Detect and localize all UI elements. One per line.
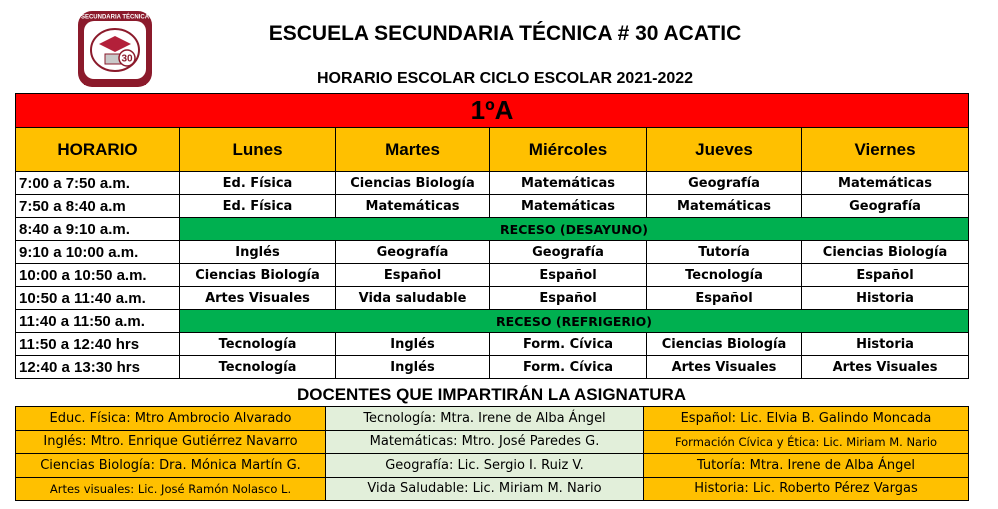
subject-cell: Form. Cívica <box>490 356 647 379</box>
subject-cell: Matemáticas <box>490 172 647 195</box>
teacher-cell: Matemáticas: Mtro. José Paredes G. <box>326 430 644 454</box>
subject-cell: Ciencias Biología <box>802 241 969 264</box>
subject-cell: Historia <box>802 333 969 356</box>
subject-cell: Inglés <box>336 356 490 379</box>
subject-cell: Tutoría <box>647 241 802 264</box>
recess-row <box>16 218 969 241</box>
teachers-table <box>15 406 969 501</box>
time-slot: 12:40 a 13:30 hrs <box>16 356 180 379</box>
subject-cell: Form. Cívica <box>490 333 647 356</box>
subject-cell: Geografía <box>490 241 647 264</box>
column-header-jueves: Jueves <box>647 128 802 172</box>
subject-cell: Ed. Física <box>180 195 336 218</box>
schedule-row <box>16 241 969 264</box>
subject-cell: Español <box>647 287 802 310</box>
schedule-row <box>16 195 969 218</box>
teacher-cell: Artes visuales: Lic. José Ramón Nolasco L. <box>16 477 326 501</box>
subject-cell: Ed. Física <box>180 172 336 195</box>
subject-cell: Matemáticas <box>490 195 647 218</box>
column-header-martes: Martes <box>336 128 490 172</box>
subject-cell: Inglés <box>180 241 336 264</box>
school-title: ESCUELA SECUNDARIA TÉCNICA # 30 ACATIC <box>268 22 742 45</box>
subject-cell: Geografía <box>802 195 969 218</box>
subject-cell: Español <box>336 264 490 287</box>
column-header-miercoles: Miércoles <box>490 128 647 172</box>
logo-number: 30 <box>121 53 133 65</box>
subject-cell: Artes Visuales <box>802 356 969 379</box>
subject-cell: Artes Visuales <box>180 287 336 310</box>
column-header-lunes: Lunes <box>180 128 336 172</box>
subject-cell: Matemáticas <box>336 195 490 218</box>
column-header-viernes: Viernes <box>802 128 969 172</box>
teacher-cell: Historia: Lic. Roberto Pérez Vargas <box>644 477 969 501</box>
subject-cell: Ciencias Biología <box>180 264 336 287</box>
subject-cell: Español <box>802 264 969 287</box>
logo-text-top: SECUNDARIA TÉCNICA <box>80 14 150 21</box>
schedule-table <box>15 93 969 379</box>
subject-cell: Tecnología <box>180 333 336 356</box>
schedule-subtitle: HORARIO ESCOLAR CICLO ESCOLAR 2021-2022 <box>316 70 694 87</box>
teacher-row <box>16 407 969 431</box>
subject-cell: Ciencias Biología <box>336 172 490 195</box>
teacher-row <box>16 454 969 478</box>
subject-cell: Artes Visuales <box>647 356 802 379</box>
subject-cell: Español <box>490 287 647 310</box>
teacher-cell: Geografía: Lic. Sergio I. Ruiz V. <box>326 454 644 478</box>
subject-cell: Geografía <box>647 172 802 195</box>
teachers-title: DOCENTES QUE IMPARTIRÁN LA ASIGNATURA <box>296 385 687 404</box>
schedule-row <box>16 356 969 379</box>
time-slot: 9:10 a 10:00 a.m. <box>16 241 180 264</box>
teacher-cell: Vida Saludable: Lic. Miriam M. Nario <box>326 477 644 501</box>
group-row <box>16 94 969 128</box>
teacher-cell: Educ. Física: Mtro Ambrocio Alvarado <box>16 407 326 431</box>
subject-cell: Geografía <box>336 241 490 264</box>
time-slot: 7:50 a 8:40 a.m <box>16 195 180 218</box>
subject-cell: Matemáticas <box>647 195 802 218</box>
subject-cell: Tecnología <box>647 264 802 287</box>
schedule-row <box>16 287 969 310</box>
school-logo <box>75 8 155 90</box>
column-header-horario: HORARIO <box>16 128 180 172</box>
teacher-row <box>16 430 969 454</box>
subject-cell: Ciencias Biología <box>647 333 802 356</box>
teacher-cell: Tecnología: Mtra. Irene de Alba Ángel <box>326 407 644 431</box>
time-slot: 7:00 a 7:50 a.m. <box>16 172 180 195</box>
time-slot: 11:50 a 12:40 hrs <box>16 333 180 356</box>
time-slot: 11:40 a 11:50 a.m. <box>16 310 180 333</box>
time-slot: 8:40 a 9:10 a.m. <box>16 218 180 241</box>
subject-cell: Matemáticas <box>802 172 969 195</box>
teacher-cell: Español: Lic. Elvia B. Galindo Moncada <box>644 407 969 431</box>
schedule-row <box>16 172 969 195</box>
schedule-row <box>16 333 969 356</box>
teacher-cell: Formación Cívica y Ética: Lic. Miriam M. Nario <box>644 430 969 454</box>
subject-cell: Tecnología <box>180 356 336 379</box>
time-slot: 10:50 a 11:40 a.m. <box>16 287 180 310</box>
subject-cell: Español <box>490 264 647 287</box>
schedule-row <box>16 264 969 287</box>
header-row <box>16 128 969 172</box>
subject-cell: Historia <box>802 287 969 310</box>
subject-cell: Vida saludable <box>336 287 490 310</box>
subject-cell: Inglés <box>336 333 490 356</box>
teacher-cell: Inglés: Mtro. Enrique Gutiérrez Navarro <box>16 430 326 454</box>
teacher-cell: Ciencias Biología: Dra. Mónica Martín G. <box>16 454 326 478</box>
teacher-cell: Tutoría: Mtra. Irene de Alba Ángel <box>644 454 969 478</box>
recess-label: RECESO (REFRIGERIO) <box>180 310 969 333</box>
recess-row <box>16 310 969 333</box>
teacher-row <box>16 477 969 501</box>
time-slot: 10:00 a 10:50 a.m. <box>16 264 180 287</box>
recess-label: RECESO (DESAYUNO) <box>180 218 969 241</box>
group-label: 1ºA <box>16 94 969 128</box>
